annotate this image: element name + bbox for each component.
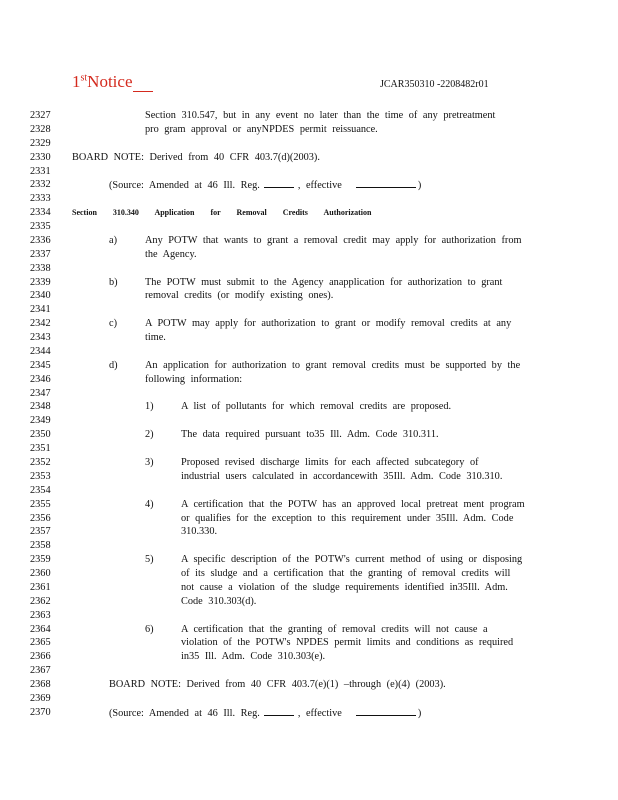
line-number: 2343 (30, 332, 51, 344)
document-line (0, 373, 618, 387)
line-number: 2352 (30, 457, 51, 468)
line-number: 2344 (30, 345, 51, 357)
section-heading: Section 310.340 Application for Removal Credits Authorization (72, 208, 372, 218)
line-number: 2364 (30, 623, 51, 635)
list-marker: 5) (145, 554, 154, 566)
document-line (0, 109, 618, 123)
line-number: 2335 (30, 221, 51, 233)
line-text: industrial users calculated in accordancewith 35Ill. Adm. Code 310.310. (181, 470, 503, 482)
line-number: 2365 (30, 637, 51, 649)
line-text: Proposed revised discharge limits for each affected subcategory of (181, 457, 479, 468)
line-number: 2369 (30, 692, 51, 704)
line-number: 2337 (30, 248, 51, 260)
blank-line (356, 706, 416, 716)
line-text: (Source: Amended at 46 Ill. Reg. , effective ) (109, 180, 422, 192)
document-line (0, 678, 618, 692)
list-marker: 3) (145, 457, 154, 468)
document-line (0, 151, 618, 165)
line-text: A specific description of the POTW's current method of using or disposing (181, 554, 523, 566)
line-number: 2342 (30, 318, 51, 330)
blank-line (264, 178, 294, 188)
line-number: 2354 (30, 484, 51, 496)
line-text: A certification that the granting of removal credits will not cause a (181, 623, 488, 635)
line-text: Any POTW that wants to grant a removal credit may apply for authorization from (145, 234, 522, 246)
line-number: 2340 (30, 290, 51, 302)
document-line (0, 331, 618, 345)
list-marker: d) (109, 359, 118, 371)
line-text: or qualifies for the exception to this requirement under 35Ill. Adm. Code (181, 512, 514, 524)
line-number: 2361 (30, 581, 51, 593)
line-text: Code 310.303(d). (181, 595, 257, 607)
line-number: 2358 (30, 540, 51, 552)
line-text: pro gram approval or anyNPDES permit reissuance. (145, 123, 378, 135)
line-text: A certification that the POTW has an approved local pretreat ment program (181, 498, 525, 510)
document-line (0, 650, 618, 664)
line-number: 2341 (30, 304, 51, 316)
document-line (0, 484, 618, 498)
document-line (0, 623, 618, 637)
list-marker: a) (109, 234, 117, 246)
line-number: 2347 (30, 387, 51, 399)
line-text: Section 310.547, but in any event no later than the time of any pretreatment (145, 110, 496, 121)
line-text: The POTW must submit to the Agency anapplication for authorization to grant (145, 276, 503, 288)
document-line (0, 442, 618, 456)
document-line (0, 317, 618, 331)
list-marker: 2) (145, 429, 154, 441)
list-marker: b) (109, 276, 118, 288)
document-line (0, 289, 618, 303)
line-text: BOARD NOTE: Derived from 40 CFR 403.7(d)(2003). (72, 151, 320, 163)
document-line (0, 137, 618, 151)
line-number: 2357 (30, 526, 51, 538)
line-text: the Agency. (145, 248, 197, 260)
line-number: 2353 (30, 470, 51, 482)
line-text: BOARD NOTE: Derived from 40 CFR 403.7(e)(1) –through (e)(4) (2003). (109, 679, 446, 691)
document-line (0, 512, 618, 526)
document-line (0, 234, 618, 248)
line-number: 2368 (30, 679, 51, 691)
line-number: 2349 (30, 415, 51, 427)
line-number: 2366 (30, 651, 51, 663)
document-line (0, 567, 618, 581)
document-line (0, 303, 618, 317)
line-number: 2355 (30, 498, 51, 510)
document-line (0, 123, 618, 137)
line-number: 2339 (30, 276, 51, 288)
document-line (0, 345, 618, 359)
document-line (0, 387, 618, 401)
line-text: 310.330. (181, 526, 218, 538)
document-line (0, 248, 618, 262)
document-line (0, 456, 618, 470)
line-number: 2348 (30, 401, 51, 413)
line-number: 2360 (30, 568, 51, 580)
document-line (0, 262, 618, 276)
line-number: 2334 (30, 207, 51, 219)
list-marker: 4) (145, 498, 154, 510)
document-line (0, 636, 618, 650)
list-marker: 6) (145, 623, 154, 635)
line-number: 2332 (30, 179, 51, 191)
line-number: 2327 (30, 110, 51, 121)
blank-line (264, 706, 294, 716)
line-number: 2330 (30, 151, 51, 163)
document-line (0, 706, 618, 720)
line-number: 2331 (30, 165, 51, 177)
document-line (0, 400, 618, 414)
line-text: (Source: Amended at 46 Ill. Reg. , effective ) (109, 707, 422, 719)
document-line (0, 498, 618, 512)
line-number: 2362 (30, 595, 51, 607)
line-number: 2346 (30, 373, 51, 385)
line-text: of its sludge and a certification that the granting of removal credits will (181, 568, 511, 580)
blank-line (356, 178, 416, 188)
line-number: 2328 (30, 123, 51, 135)
document-line (0, 553, 618, 567)
line-text: An application for authorization to grant removal credits must be supported by the (145, 359, 521, 371)
line-number: 2370 (30, 706, 51, 718)
document-id: JCAR350310 -2208482r01 (380, 79, 489, 90)
line-text: violation of the POTW's NPDES permit limits and conditions as required (181, 637, 514, 649)
line-text: time. (145, 332, 166, 344)
document-line (0, 664, 618, 678)
document-line (0, 220, 618, 234)
document-line (0, 414, 618, 428)
list-marker: c) (109, 318, 117, 330)
line-text: A POTW may apply for authorization to grant or modify removal credits at any (145, 318, 512, 330)
document-line (0, 165, 618, 179)
list-marker: 1) (145, 401, 154, 413)
line-text: following information: (145, 373, 243, 385)
document-line (0, 470, 618, 484)
line-number: 2356 (30, 512, 51, 524)
document-line (0, 428, 618, 442)
document-line (0, 359, 618, 373)
line-number: 2333 (30, 193, 51, 205)
document-line (0, 276, 618, 290)
notice-label: 1stNotice (72, 72, 153, 92)
line-number: 2350 (30, 429, 51, 441)
document-line (0, 581, 618, 595)
document-line (0, 525, 618, 539)
line-number: 2338 (30, 262, 51, 274)
line-number: 2351 (30, 443, 51, 455)
line-number: 2336 (30, 234, 51, 246)
line-number: 2367 (30, 665, 51, 677)
line-number: 2329 (30, 137, 51, 149)
document-line (0, 595, 618, 609)
line-text: The data required pursuant to35 Ill. Adm. Code 310.311. (181, 429, 439, 441)
document-line (0, 609, 618, 623)
line-text: in35 Ill. Adm. Code 310.303(e). (181, 651, 326, 663)
line-text: not cause a violation of the sludge requirements identified in35Ill. Adm. (181, 581, 508, 593)
document-line (0, 692, 618, 706)
document-line (0, 192, 618, 206)
line-text: removal credits (or modify existing ones). (145, 290, 334, 302)
document-line (0, 178, 618, 192)
line-number: 2345 (30, 359, 51, 371)
line-number: 2359 (30, 554, 51, 566)
document-line (0, 206, 618, 220)
line-number: 2363 (30, 609, 51, 621)
line-text: A list of pollutants for which removal credits are proposed. (181, 401, 452, 413)
document-line (0, 539, 618, 553)
